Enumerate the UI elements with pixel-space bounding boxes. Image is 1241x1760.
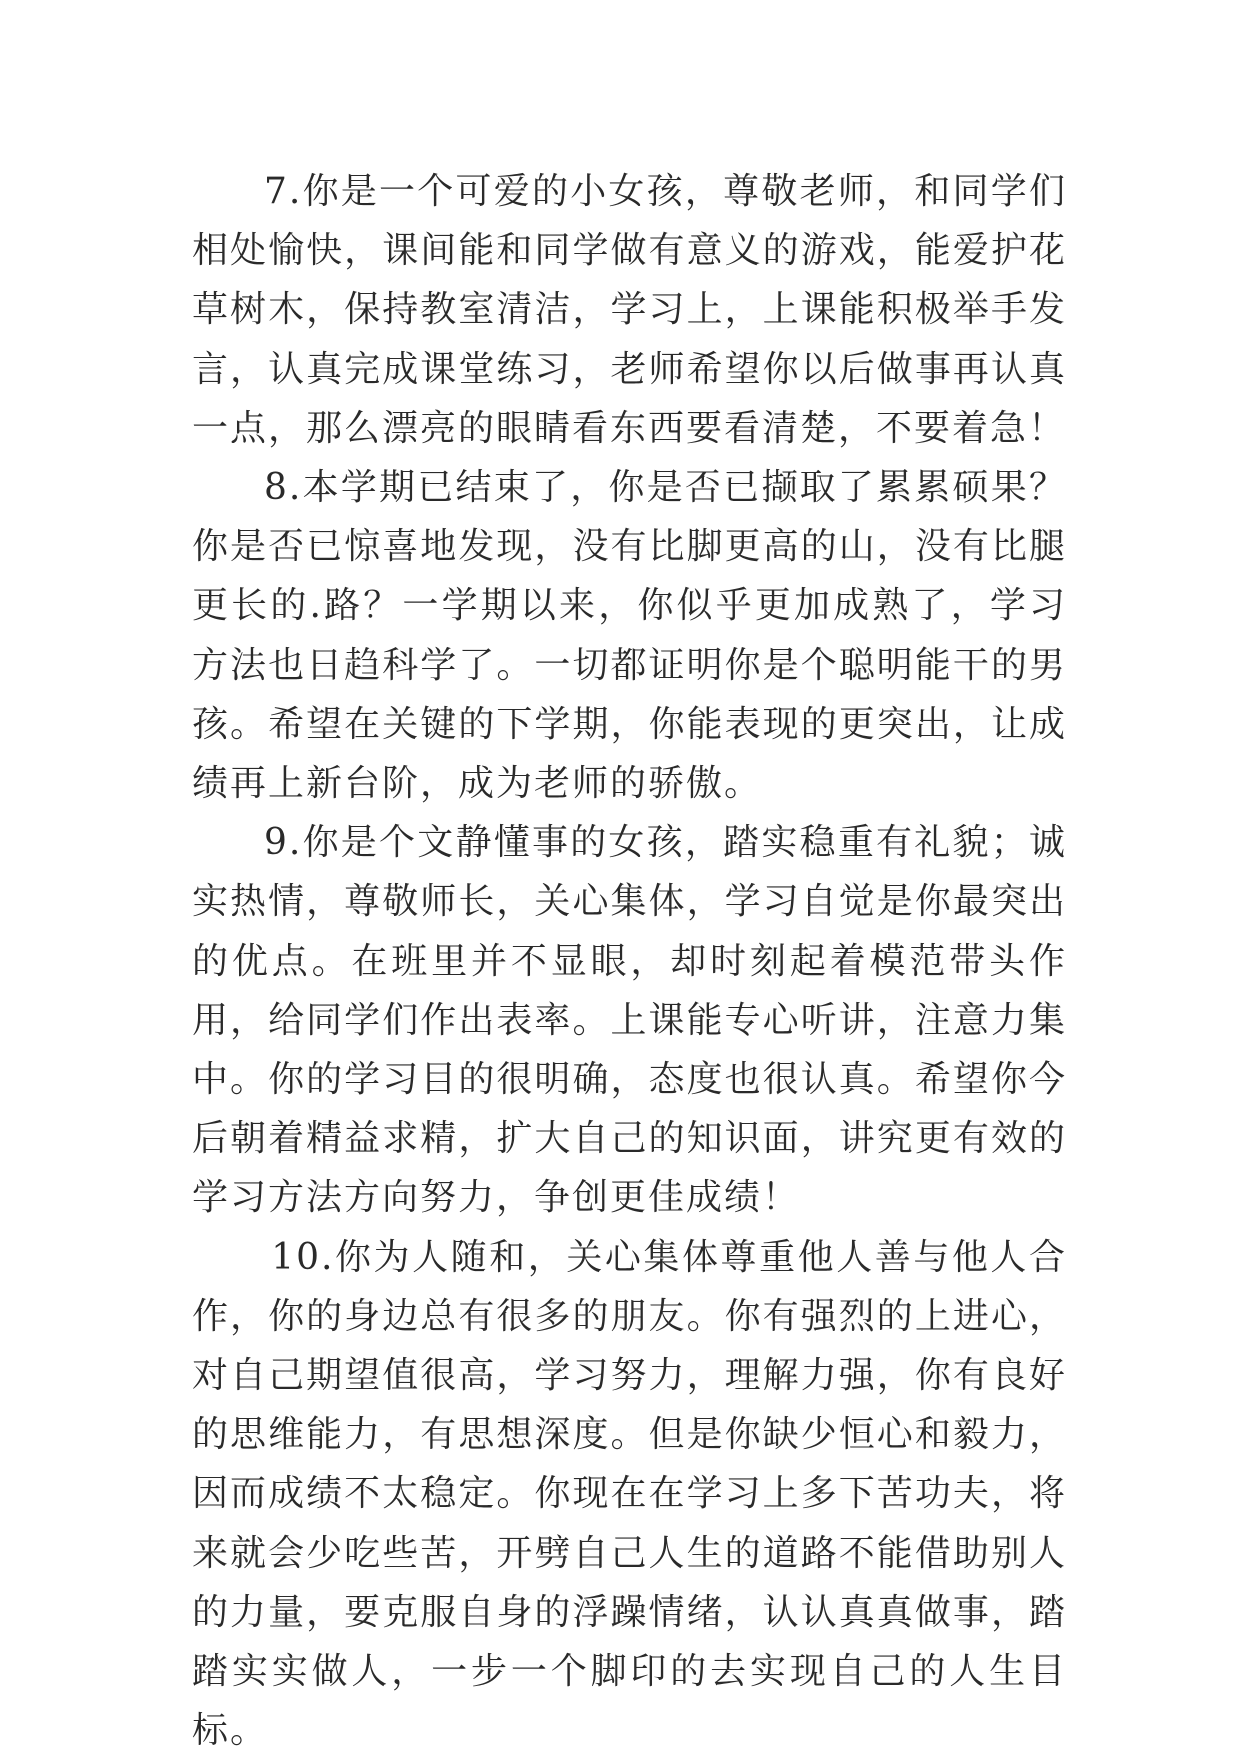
document-body [192,162,1067,1760]
paragraph-8: 8.本学期已结束了，你是否已撷取了累累硕果？你是否已惊喜地发现，没有比脚更高的山，没有比腿更长的.路？一学期以来，你似乎更加成熟了，学习方法也日趋科学了。一切都证明你是个聪明能干的男孩。希望在关键的下学期，你能表现的更突出，让成绩再上新台阶，成为老师的骄傲。 [192,467,1067,805]
paragraph-7: 7.你是一个可爱的小女孩，尊敬老师，和同学们相处愉快，课间能和同学做有意义的游戏，能爱护花草树木，保持教室清洁，学习上，上课能积极举手发言，认真完成课堂练习，老师希望你以后做事再认真一点，那么漂亮的眼睛看东西要看清楚，不要着急！ [192,171,1067,449]
paragraph-9: 9.你是个文静懂事的女孩，踏实稳重有礼貌；诚实热情，尊敬师长，关心集体，学习自觉是你最突出的优点。在班里并不显眼，却时刻起着模范带头作用，给同学们作出表率。上课能专心听讲，注意力集中。你的学习目的很明确，态度也很认真。希望你今后朝着精益求精，扩大自己的知识面，讲究更有效的学习方法方向努力，争创更佳成绩！ [192,822,1067,1219]
paragraph-10: 10.你为人随和，关心集体尊重他人善与他人合作，你的身边总有很多的朋友。你有强烈的上进心，对自己期望值很高，学习努力，理解力强，你有良好的思维能力，有思想深度。但是你缺少恒心和毅力，因而成绩不太稳定。你现在在学习上多下苦功夫，将来就会少吃些苦，开劈自己人生的道路不能借助别人的力量，要克服自身的浮躁情绪，认认真真做事，踏踏实实做人，一步一个脚印的去实现自己的人生目标。 [192,1236,1067,1752]
